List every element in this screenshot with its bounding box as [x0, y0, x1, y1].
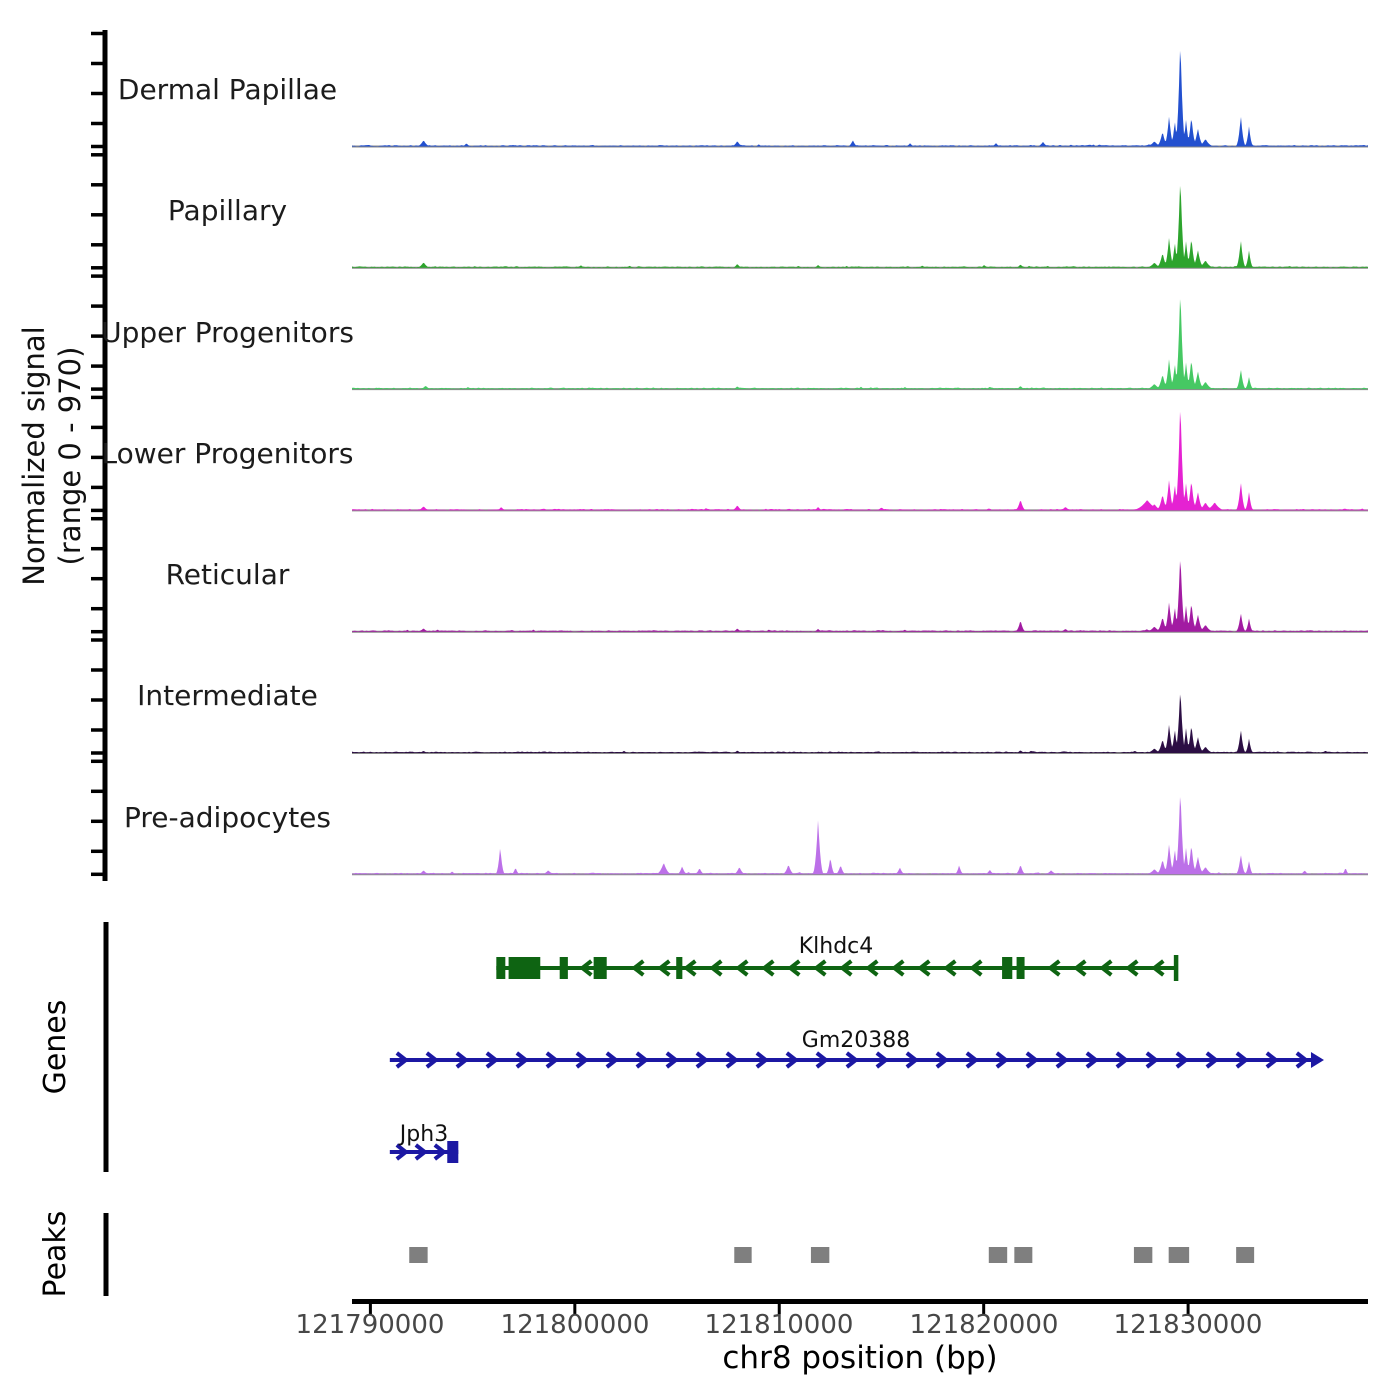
track-label-dermal-papillae: Dermal Papillae: [117, 73, 338, 106]
y-axis-label-line2: (range 0 - 970): [53, 346, 87, 566]
gene-label-gm20388: Gm20388: [801, 1028, 911, 1053]
y-axis-label: [16, 196, 88, 716]
signal-area-upper-progenitors: [352, 299, 1368, 389]
gene-end-arrow: [1311, 1052, 1324, 1068]
peak-region: [989, 1247, 1007, 1263]
x-tick-label-121830000: 121830000: [1113, 1310, 1263, 1340]
x-tick-label-121790000: 121790000: [295, 1310, 445, 1340]
track-label-intermediate: Intermediate: [137, 679, 318, 712]
x-tick-label-121820000: 121820000: [909, 1310, 1059, 1340]
gene-exon: [560, 957, 568, 979]
gene-exon: [509, 957, 541, 979]
peaks-section-label: Peaks: [38, 1210, 73, 1298]
track-label-reticular: Reticular: [165, 558, 290, 591]
track-label-papillary: Papillary: [167, 194, 288, 227]
gene-exon: [496, 957, 505, 979]
gene-exon: [676, 957, 682, 979]
signal-area-intermediate: [352, 695, 1368, 754]
gene-label-jph3: Jph3: [399, 1122, 449, 1147]
signal-area-lower-progenitors: [352, 412, 1368, 511]
peak-region: [1134, 1247, 1152, 1263]
peak-region: [811, 1247, 829, 1263]
x-axis-title: chr8 position (bp): [722, 1340, 998, 1376]
gene-end-bar: [1174, 955, 1179, 981]
gene-exon: [1002, 957, 1012, 979]
track-label-pre-adipocytes: Pre-adipocytes: [124, 801, 331, 834]
genes-section-label: Genes: [38, 999, 73, 1095]
gene-exon: [594, 957, 607, 979]
gene-exon: [1017, 957, 1025, 979]
gene-label-klhdc4: Klhdc4: [798, 934, 874, 959]
signal-area-reticular: [352, 561, 1368, 632]
track-label-lower-progenitors: Lower Progenitors: [101, 437, 354, 470]
x-tick-label-121800000: 121800000: [500, 1310, 650, 1340]
peak-region: [734, 1247, 751, 1263]
peak-region: [1014, 1247, 1032, 1263]
signal-area-pre-adipocytes: [352, 797, 1368, 874]
peak-region: [1236, 1247, 1254, 1263]
y-axis-label-line1: Normalized signal: [17, 326, 51, 586]
signal-area-dermal-papillae: [352, 51, 1368, 147]
track-label-upper-progenitors: Upper Progenitors: [101, 316, 354, 349]
peak-region: [1169, 1247, 1189, 1263]
signal-area-papillary: [352, 186, 1368, 268]
x-tick-label-121810000: 121810000: [704, 1310, 854, 1340]
peak-region: [409, 1247, 427, 1263]
